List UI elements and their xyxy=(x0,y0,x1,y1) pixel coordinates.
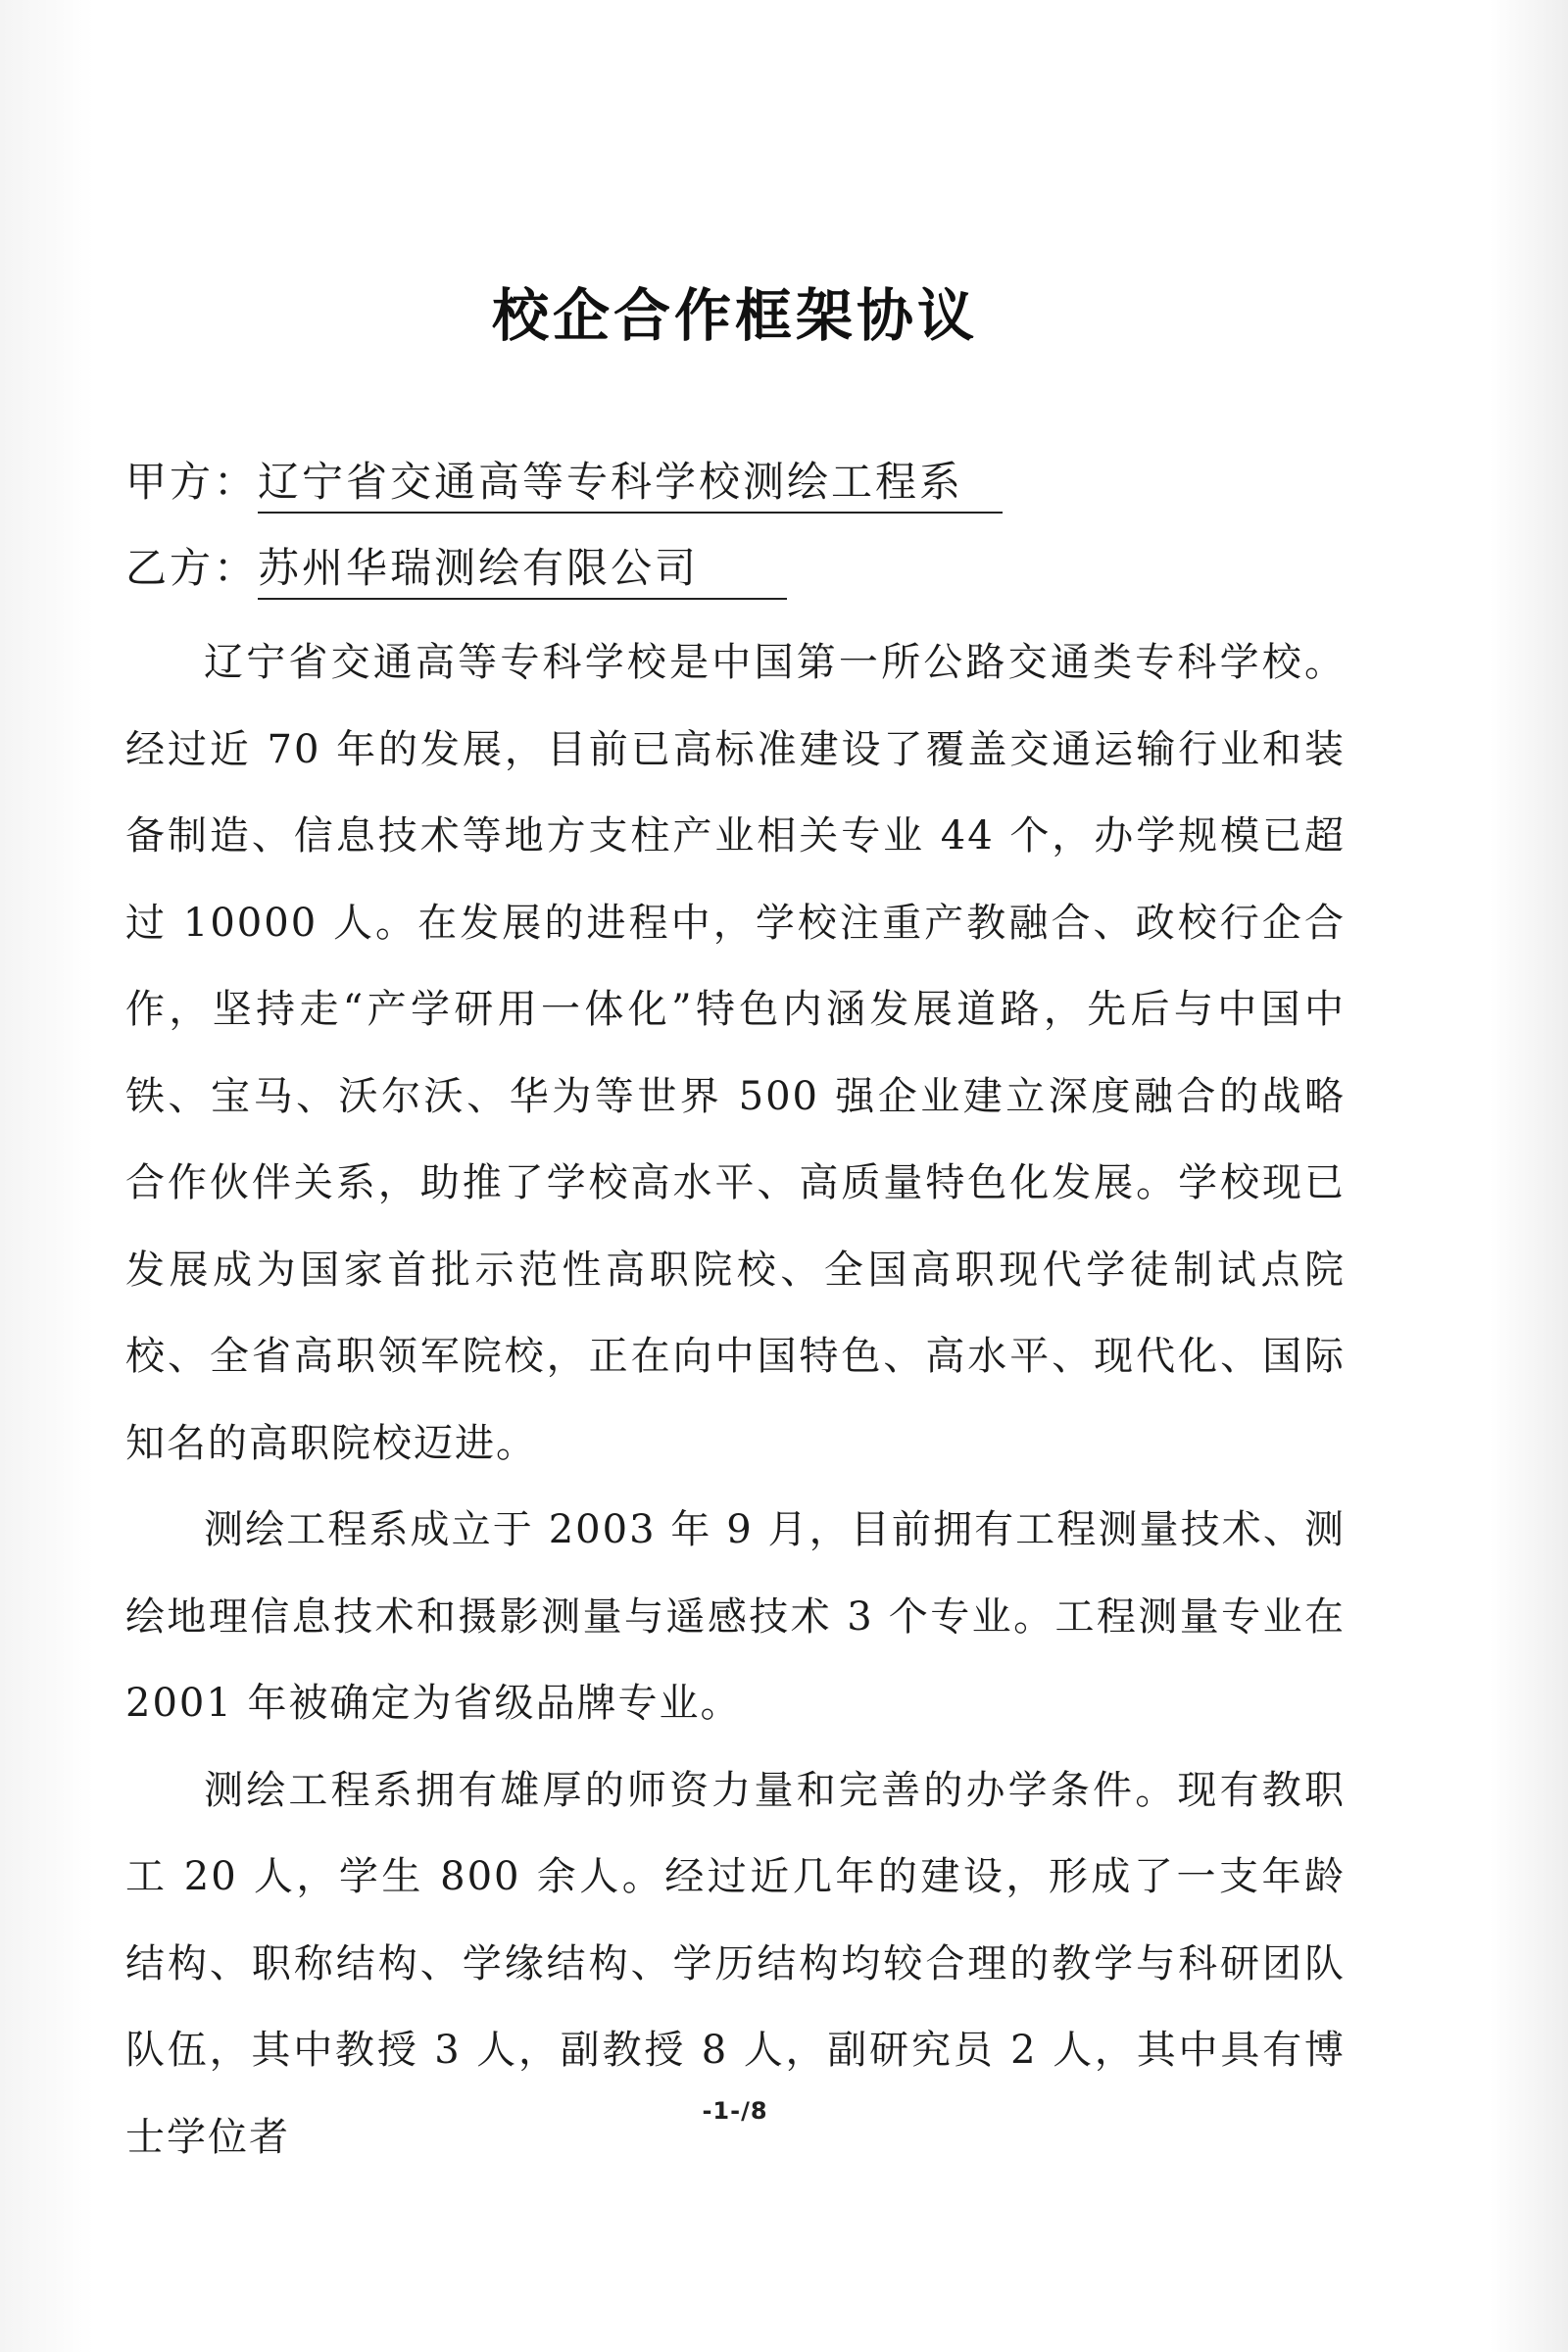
page-number: -1-/8 xyxy=(702,2097,768,2125)
party-b-label: 乙方： xyxy=(125,544,259,592)
paragraph-faculty: 测绘工程系拥有雄厚的师资力量和完善的办学条件。现有教职工 20 人，学生 800 余人。经过近几年的建设，形成了一支年龄结构、职称结构、学缘结构、学历结构均较合理的教学与科研团队队伍，其中教授 3 人，副教授 8 人，副研究员 2 人，其中具有博士学位者 xyxy=(125,1767,1346,2160)
party-b-line xyxy=(125,539,787,600)
party-a-value: 辽宁省交通高等专科学校测绘工程系 xyxy=(258,453,1003,514)
paragraph-school-intro: 辽宁省交通高等专科学校是中国第一所公路交通类专科学校。经过近 70 年的发展，目前已高标准建设了覆盖交通运输行业和装备制造、信息技术等地方支柱产业相关专业 44 个，办学规模已超过 10000 人。在发展的进程中，学校注重产教融合、政校行企合作，坚持走“产学研用一体化”特色内涵发展道路，先后与中国中铁、宝马、沃尔沃、华为等世界 500 强企业建立深度融合的战略合作伙伴关系，助推了学校高水平、高质量特色化发展。学校现已发展成为国家首批示范性高职院校、全国高职现代学徒制试点院校、全省高职领军院校，正在向中国特色、高水平、现代化、国际知名的高职院校迈进。 xyxy=(125,640,1346,1466)
party-b-value: 苏州华瑞测绘有限公司 xyxy=(258,539,787,600)
document-title: 校企合作框架协议 xyxy=(491,282,978,349)
party-a-label: 甲方： xyxy=(125,458,259,506)
document-body xyxy=(125,619,1346,2180)
paragraph-department-intro: 测绘工程系成立于 2003 年 9 月，目前拥有工程测量技术、测绘地理信息技术和摄影测量与遥感技术 3 个专业。工程测量专业在 2001 年被确定为省级品牌专业。 xyxy=(125,1507,1346,1726)
party-a-line xyxy=(125,453,1003,514)
